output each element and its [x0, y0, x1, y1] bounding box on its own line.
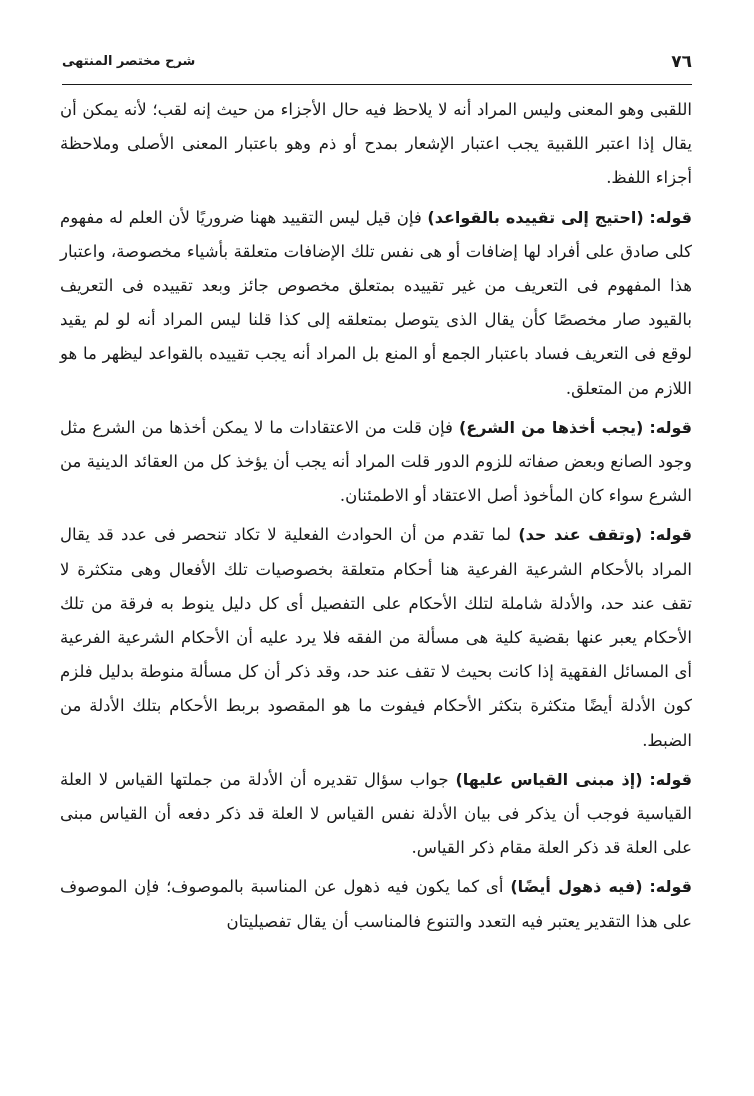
- quoted-lemma: (احتيج إلى تقييده بالقواعد): [427, 207, 644, 227]
- comment-label: قوله:: [649, 769, 693, 789]
- comment-label: قوله:: [649, 877, 693, 897]
- paragraph-comment: [60, 201, 692, 406]
- paragraph-comment: [60, 870, 692, 938]
- header-rule: [62, 84, 692, 85]
- paragraph-continuation: [60, 93, 692, 196]
- quoted-lemma: (وتقف عند حد): [518, 525, 643, 545]
- comment-label: قوله:: [649, 525, 692, 545]
- page-number: ٧٦: [671, 52, 692, 72]
- paragraph-comment: [60, 763, 692, 866]
- paragraph-text: فإن قيل ليس التقييد ههنا ضروريًا لأن العلم له مفهوم كلى صادق على أفراد لها إضافات أو هى نفس تلك الإضافات متعلقة بأشياء مخصوصة، واعتبار هذا المفهوم فى التعريف من غير تقييده بمتعلق مخصوص جائز وبعد تقييده فى التعريف بالقيود صار مخصصًا كأن يقال الذى يتوصل بمتعلقه إلى كذا قلنا ليس المراد أنه لو لم يقيد لوقع فى التعريف فساد باعتبار الجمع أو المنع بل المراد أنه يجب تقييده بالقواعد ليظهر ما هو اللازم من المتعلق.: [60, 207, 692, 398]
- comment-label: قوله:: [649, 417, 693, 437]
- paragraph-text: فإن قلت من الاعتقادات ما لا يمكن أخذها من الشرع مثل وجود الصانع وبعض صفاته للزوم الدور قلت المراد أنه يجب أن يؤخذ كل من العقائد الدينية من الشرع سواء كان المأخوذ أصل الاعتقاد أو الاطمئنان.: [60, 417, 692, 506]
- comment-label: قوله:: [649, 207, 692, 227]
- commentary-body: [60, 93, 692, 939]
- quoted-lemma: (إذ مبنى القياس عليها): [455, 769, 643, 789]
- book-title: شرح مختصر المنتهى: [62, 54, 196, 69]
- running-header: [62, 52, 692, 78]
- quoted-lemma: (يجب أخذها من الشرع): [458, 417, 644, 437]
- paragraph-text: أى كما يكون فيه ذهول عن المناسبة بالموصوف؛ فإن الموصوف على هذا التقدير يعتبر فيه التعدد والتنوع فالمناسب أن يقال تفصيليتان: [60, 877, 692, 931]
- quoted-lemma: (فيه ذهول أيضًا): [510, 877, 643, 897]
- paragraph-text: اللقبى وهو المعنى وليس المراد أنه لا يلاحظ فيه حال الأجزاء من حيث إنه لقب؛ لأنه يمكن أن يقال إذا اعتبر اللقبية يجب اعتبار الإشعار بمدح أو ذم وهو باعتبار المعنى الأصلى وملاحظة أجزاء اللفظ.: [60, 100, 692, 188]
- paragraph-text: لما تقدم من أن الحوادث الفعلية لا تكاد تنحصر فى عدد قد يقال المراد بالأحكام الشرعية الفرعية هنا أحكام متعلقة بخصوصيات تلك الأفعال وهى متكثرة لا تقف عند حد، والأدلة شاملة لتلك الأحكام على التفصيل أى كل دليل ينوط به فرقة من تلك الأحكام يعبر عنها بقضية كلية هى مسألة من الفقه فلا يرد عليه أن الأحكام الشرعية الفرعية أى المسائل الفقهية إذا كانت بحيث لا تقف عند حد، وقد ذكر أن كل مسألة منوطة بدليل فلزم كون الأدلة أيضًا متكثرة بتكثر الأحكام فيفوت ما هو المقصود بربط الأحكام بتلك الأدلة من الضبط.: [60, 525, 692, 750]
- paragraph-text: جواب سؤال تقديره أن الأدلة من جملتها القياس لا العلة القياسية فوجب أن يذكر فى بيان الأدلة نفس القياس لا العلة قد ذكر دفعه أن القياس مبنى على العلة قد ذكر العلة مقام ذكر القياس.: [60, 769, 692, 858]
- paragraph-comment: [60, 518, 692, 757]
- paragraph-comment: [60, 411, 692, 514]
